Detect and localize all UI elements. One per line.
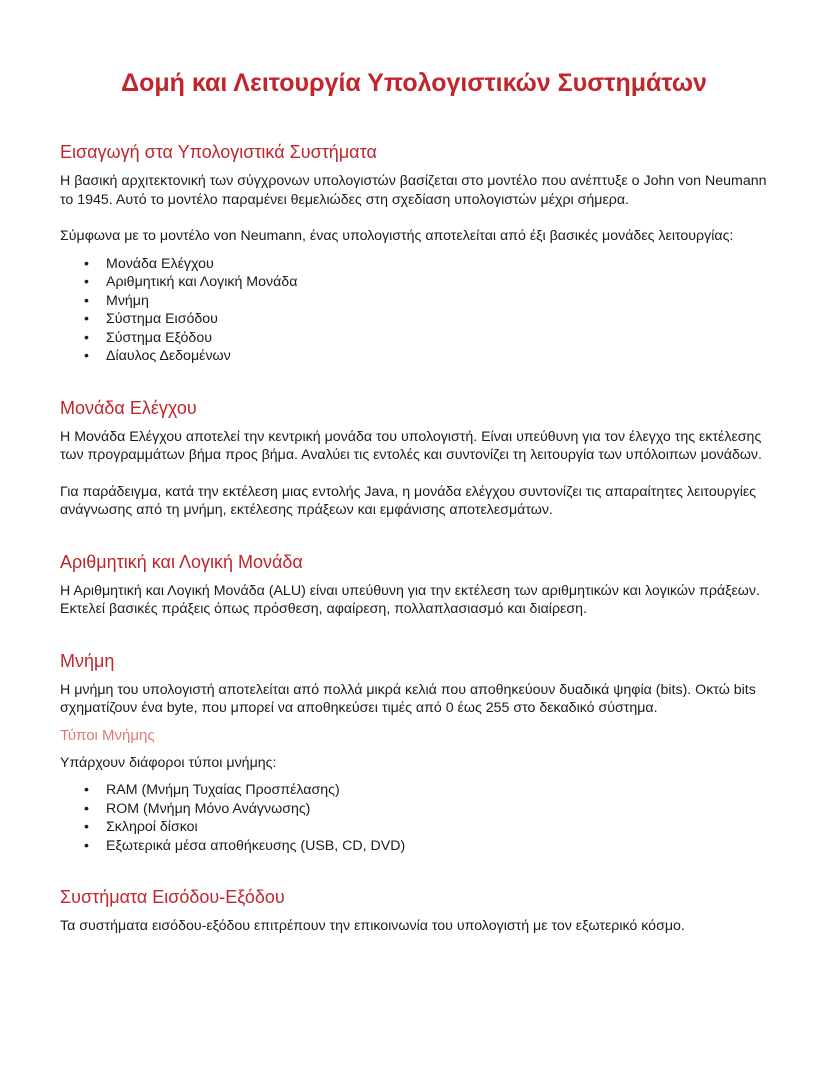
paragraph: Τα συστήματα εισόδου-εξόδου επιτρέπουν την επικοινωνία του υπολογιστή με τον εξωτερικό κόσμο.	[60, 918, 685, 934]
section-heading-io-systems: Συστήματα Εισόδου-Εξόδου	[60, 887, 285, 907]
paragraph: Υπάρχουν διάφοροι τύποι μνήμης:	[60, 754, 277, 771]
section-heading-alu: Αριθμητική και Λογική Μονάδα	[60, 551, 303, 572]
document-title: Δομή και Λειτουργία Υπολογιστικών Συστημάτων	[121, 69, 707, 97]
list-item: • Δίαυλος Δεδομένων	[106, 347, 768, 366]
list-item: • ROM (Μνήμη Μόνο Ανάγνωσης)	[106, 800, 768, 819]
paragraph: Σύμφωνα με το μοντέλο von Neumann, ένας υπολογιστής αποτελείται από έξι βασικές μονάδες λειτουργίας:	[60, 228, 734, 244]
paragraph: Για παράδειγμα, κατά την εκτέλεση μιας εντολής Java, η μονάδα ελέγχου συντονίζει τις απαραίτητες λειτουργίες ανάγνωσης από τη μνήμη, εκτέλεσης πράξεων και εμφάνισης αποτελεσμάτων.	[60, 483, 757, 518]
section-heading-memory: Μνήμη	[60, 650, 115, 671]
list-item: • Σύστημα Εξόδου	[106, 329, 768, 348]
list-item: • Εξωτερικά μέσα αποθήκευσης (USB, CD, DVD)	[106, 837, 768, 856]
subsection-heading-memory-types: Τύποι Μνήμης	[60, 726, 155, 744]
bullet-list-functional-units	[60, 255, 768, 366]
bullet-list-memory-types	[60, 781, 768, 855]
list-item: • Αριθμητική και Λογική Μονάδα	[106, 273, 768, 292]
paragraph: Η Μονάδα Ελέγχου αποτελεί την κεντρική μονάδα του υπολογιστή. Είναι υπεύθυνη για τον έλεγχο της εκτέλεσης των προγραμμάτων βήμα προς βήμα. Αναλύει τις εντολές και συντονίζει τη λειτουργία των υπόλοιπων μονάδων.	[60, 428, 762, 463]
list-item: • RAM (Μνήμη Τυχαίας Προσπέλασης)	[106, 781, 768, 800]
paragraph: Η βασική αρχιτεκτονική των σύγχρονων υπολογιστών βασίζεται στο μοντέλο που ανέπτυξε ο John von Neumann το 1945. Αυτό το μοντέλο παραμένει θεμελιώδες στη σχεδίαση υπολογιστών μέχρι σήμερα.	[60, 173, 767, 208]
paragraph: Η μνήμη του υπολογιστή αποτελείται από πολλά μικρά κελιά που αποθηκεύουν δυαδικά ψηφία (bits). Οκτώ bits σχηματίζουν ένα byte, που μπορεί να αποθηκεύσει τιμές από 0 έως 255 στο δεκαδικό σύστημα.	[60, 681, 756, 716]
paragraph: Η Αριθμητική και Λογική Μονάδα (ALU) είναι υπεύθυνη για την εκτέλεση των αριθμητικών και λογικών πράξεων. Εκτελεί βασικές πράξεις όπως πρόσθεση, αφαίρεση, πολλαπλασιασμό και διαίρεση.	[60, 582, 760, 617]
section-heading-introduction: Εισαγωγή στα Υπολογιστικά Συστήματα	[60, 142, 377, 162]
list-item: • Μνήμη	[106, 292, 768, 311]
list-item: • Σύστημα Εισόδου	[106, 310, 768, 329]
list-item: • Μονάδα Ελέγχου	[106, 255, 768, 274]
list-item: • Σκληροί δίσκοι	[106, 818, 768, 837]
section-heading-control-unit: Μονάδα Ελέγχου	[60, 397, 197, 418]
